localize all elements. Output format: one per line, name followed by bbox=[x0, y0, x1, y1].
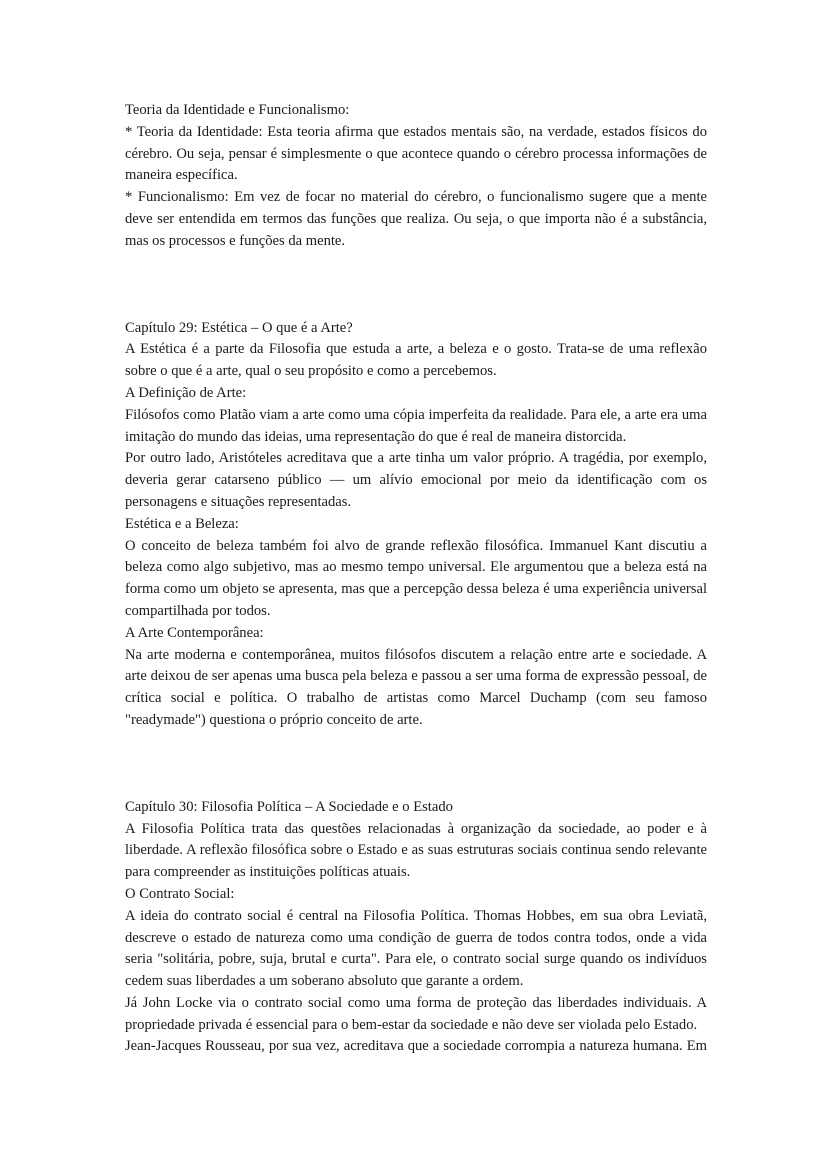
subheading-aesthetics-beauty: Estética e a Beleza: bbox=[125, 515, 239, 532]
section-title-identity: Teoria da Identidade e Funcionalismo: bbox=[125, 102, 350, 118]
paragraph-locke: Já John Locke via o contrato social como uma forma de proteção das liberdades individuais. A propriedade privada é essencial para o bem-estar da sociedade e não deve ser violada pelo Estado. bbox=[125, 994, 707, 1033]
subheading-social-contract: O Contrato Social: bbox=[125, 885, 235, 902]
paragraph-identity-theory: * Teoria da Identidade: Esta teoria afirma que estados mentais são, na verdade, estados físicos do cérebro. Ou seja, pensar é simplesmente o que acontece quando o cérebro processa informações de maneira específica. bbox=[125, 123, 707, 184]
chapter-29-title: Capítulo 29: Estética – O que é a Arte? bbox=[125, 319, 353, 336]
paragraph-functionalism: * Funcionalismo: Em vez de focar no material do cérebro, o funcionalismo sugere que a mente deve ser entendida em termos das funções que realiza. Ou seja, o que importa não é a substância, mas os processos e funções da mente. bbox=[125, 189, 707, 249]
paragraph-kant: O conceito de beleza também foi alvo de grande reflexão filosófica. Immanuel Kant discutiu a beleza como algo subjetivo, mas ao mesmo tempo universal. Ele argumentou que a beleza está na forma como um objeto se apresenta, mas que a percepção dessa beleza é uma experiência universal compartilhada por todos. bbox=[125, 537, 707, 619]
chapter-30-title: Capítulo 30: Filosofia Política – A Sociedade e o Estado bbox=[125, 798, 453, 815]
paragraph-hobbes: A ideia do contrato social é central na Filosofia Política. Thomas Hobbes, em sua obra Leviatã, descreve o estado de natureza como uma condição de guerra de todos contra todos, onde a vida seria "solitária, pobre, suja, brutal e curta". Para ele, o contrato social surge quando os indivíduos cedem suas liberdades a um soberano absoluto que garante a ordem. bbox=[125, 907, 707, 990]
section-gap bbox=[125, 253, 707, 318]
paragraph-contemporary-art: Na arte moderna e contemporânea, muitos filósofos discutem a relação entre arte e sociedade. A arte deixou de ser apenas uma busca pela beleza e passou a ser uma forma de expressão pessoal, de crítica social e política. O trabalho de artistas como Marcel Duchamp (com seu famoso "readymade") questiona o próprio conceito de arte. bbox=[125, 646, 707, 728]
section-gap bbox=[125, 732, 707, 797]
page-body bbox=[125, 100, 707, 1058]
paragraph-rousseau: Jean-Jacques Rousseau, por sua vez, acreditava que a sociedade corrompia a natureza humana. Em bbox=[125, 1038, 707, 1055]
paragraph-aesthetics-intro: A Estética é a parte da Filosofia que estuda a arte, a beleza e o gosto. Trata-se de uma reflexão sobre o que é a arte, qual o seu propósito e como a percebemos. bbox=[125, 341, 707, 380]
subheading-contemporary-art: A Arte Contemporânea: bbox=[125, 624, 264, 641]
subheading-art-definition: A Definição de Arte: bbox=[125, 384, 247, 401]
paragraph-plato: Filósofos como Platão viam a arte como uma cópia imperfeita da realidade. Para ele, a arte era uma imitação do mundo das ideias, uma representação do que é real de maneira distorcida. bbox=[125, 406, 707, 445]
paragraph-political-philosophy-intro: A Filosofia Política trata das questões relacionadas à organização da sociedade, ao poder e à liberdade. A reflexão filosófica sobre o Estado e as suas estruturas sociais continua sendo relevante para compreender as instituições políticas atuais. bbox=[125, 820, 707, 881]
paragraph-aristotle: Por outro lado, Aristóteles acreditava que a arte tinha um valor próprio. A tragédia, por exemplo, deveria gerar catarseno público — um alívio emocional por meio da identificação com os personagens e situações representadas. bbox=[125, 450, 707, 510]
